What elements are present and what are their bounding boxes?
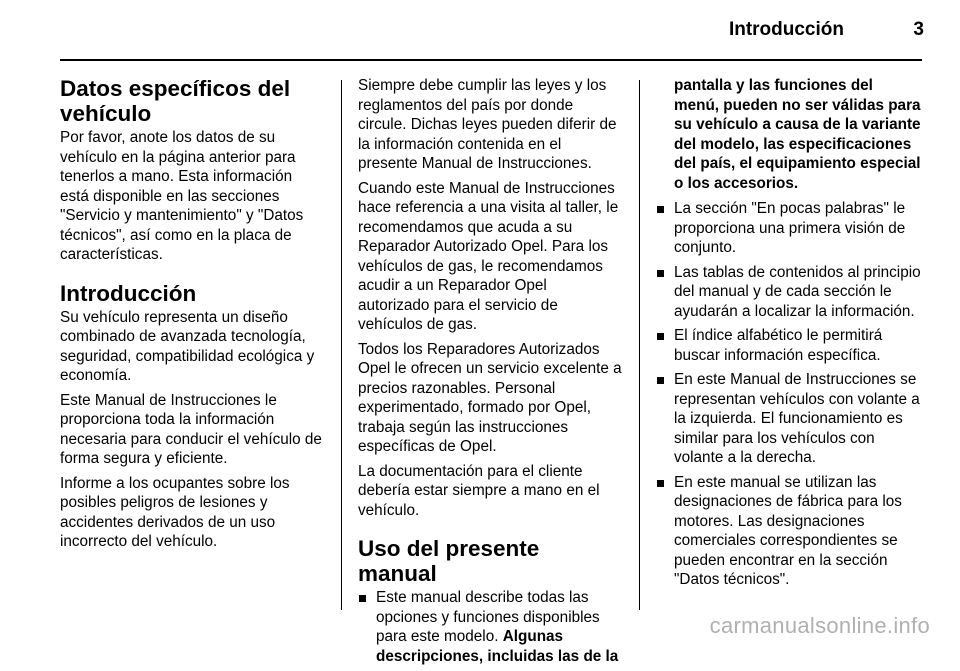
bullet-text: Las tablas de contenidos al principio del manual y de cada sección le ayudarán a localizar la información.	[674, 263, 921, 320]
list-item	[358, 588, 622, 666]
bullet-text: La sección "En pocas palabras" le proporciona una primera visión de conjunto.	[674, 200, 906, 256]
square-bullet-icon	[359, 595, 366, 602]
square-bullet-icon	[657, 377, 664, 384]
column-divider-2	[639, 80, 640, 610]
column-3	[656, 76, 922, 595]
square-bullet-icon	[657, 333, 664, 340]
paragraph-intro-2: Este Manual de Instrucciones le proporciona toda la información necesaria para conducir el vehículo de forma segura y eficiente.	[60, 391, 322, 467]
running-header	[0, 0, 960, 60]
paragraph-intro-1: Su vehículo representa un diseño combinado de avanzada tecnología, seguridad, compatibilidad ecológica y economía.	[60, 308, 315, 384]
manual-bullet-list	[656, 199, 922, 590]
square-bullet-icon	[657, 206, 664, 213]
watermark: carmanualsonline.info	[709, 613, 930, 638]
square-bullet-icon	[657, 480, 664, 487]
page-number: 3	[913, 19, 924, 40]
column-1	[60, 76, 324, 557]
paragraph-datos: Por favor, anote los datos de su vehículo en la página anterior para tenerlos a mano. Esta información está disponible en las secciones "Servicio y mantenimiento" y "Datos técnicos", así como en la placa de características.	[60, 129, 304, 263]
bullet-text: En este Manual de Instrucciones se representan vehículos con volante a la izquierda. El funcionamiento es similar para los vehículos con volante a la derecha.	[674, 371, 920, 466]
paragraph-documentacion: La documentación para el cliente debería estar siempre a mano en el vehículo.	[358, 462, 600, 519]
bullet-text: En este manual se utilizan las designaciones de fábrica para los motores. Las designaciones comerciales correspondientes se pueden encontrar en la sección "Datos técnicos".	[674, 473, 902, 588]
uso-bullet-list	[358, 588, 622, 666]
paragraph-intro-3: Informe a los ocupantes sobre los posibles peligros de lesiones y accidentes derivados de un uso incorrecto del vehículo.	[60, 474, 290, 550]
heading-datos-especificos: Datos específicos del vehículo	[60, 76, 291, 126]
header-title: Introducción	[728, 19, 844, 40]
column-divider-1	[341, 80, 342, 610]
paragraph-reparadores: Todos los Reparadores Autorizados Opel le ofrecen un servicio excelente a precios razonables. Personal experimentado, formado por Opel, trabaja según las instrucciones específicas de Opel.	[358, 340, 622, 455]
bold-continuation: pantalla y las funciones del menú, pueden no ser válidas para su vehículo a causa de la variante del modelo, las especificaciones del país, el equipamiento especial o los accesorios.	[674, 77, 921, 192]
paragraph-leyes: Siempre debe cumplir las leyes y los reglamentos del país por donde circule. Dichas leyes pueden diferir de la información contenida en el presente Manual de Instrucciones.	[358, 77, 617, 172]
list-item	[656, 370, 922, 468]
list-item	[656, 326, 922, 365]
bullet-bold-text: Algunas descripciones, incluidas las de la	[376, 628, 619, 665]
heading-introduccion: Introducción	[60, 280, 197, 306]
list-item	[656, 263, 922, 322]
square-bullet-icon	[657, 270, 664, 277]
header-rule	[60, 59, 922, 61]
heading-uso-manual: Uso del presente manual	[358, 536, 540, 586]
list-item	[656, 473, 922, 590]
paragraph-taller: Cuando este Manual de Instrucciones hace referencia a una visita al taller, le recomendamos que acuda a su Reparador Autorizado Opel. Para los vehículos de gas, le recomendamos acudir a un Reparador Opel autorizado para el servicio de vehículos de gas.	[358, 179, 619, 333]
bullet-text: Este manual describe todas las opciones y funciones disponibles para este modelo.	[376, 589, 600, 645]
column-2	[358, 76, 622, 671]
bullet-text: El índice alfabético le permitirá buscar información específica.	[674, 327, 883, 364]
list-item	[656, 199, 922, 258]
